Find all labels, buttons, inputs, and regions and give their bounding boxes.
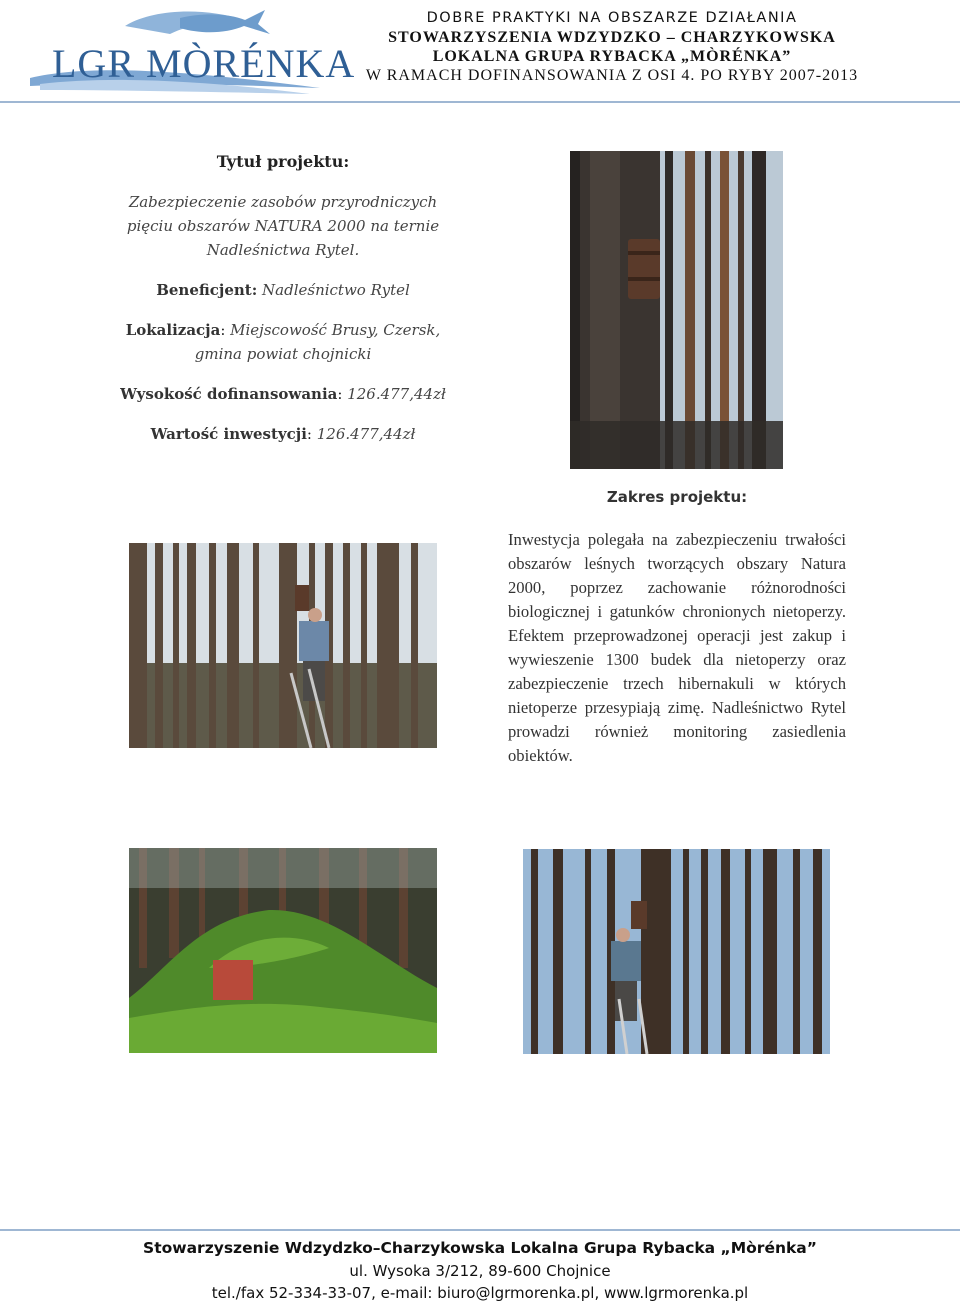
header-line-1: DOBRE PRAKTYKI NA OBSZARZE DZIAŁANIA [426,10,798,26]
footer-divider [0,1229,960,1231]
beneficiary-label: Beneficjent: [156,281,258,299]
footer-address: ul. Wysoka 3/212, 89-600 Chojnice [349,1262,611,1280]
footer-contact: tel./fax 52-334-33-07, e-mail: biuro@lgrmorenka.pl, www.lgrmorenka.pl [211,1284,749,1302]
beneficiary-row [108,278,458,302]
header-divider [0,101,960,103]
value-row: Wartość inwestycji: 126.477,44zł [150,425,416,443]
project-title: Zabezpieczenie zasobów przyrodniczych pięciu obszarów NATURA 2000 na ternie Nadleśnictwa Rytel. [126,193,440,259]
header-line-4: W RAMACH DOFINANSOWANIA Z OSI 4. PO RYBY 2007-2013 [365,67,859,84]
header-line-2: STOWARZYSZENIA WDZYDZKO – CHARZYKOWSKA [388,29,836,46]
beneficiary-value: Nadleśnictwo Rytel [262,281,410,299]
logo-text: LGR MÒRÉNKA [52,41,356,86]
scope-text: Inwestycja polegała na zabezpieczeniu trwałości obszarów leśnych tworzących obszary Natura 2000, poprzez zachowanie różnorodności biologicznej i gatunków chronionych nietoperzy. Efektem przeprowadzonej operacji jest zakup i wywieszenie 1300 budek dla nietoperzy oraz zabezpieczenie trzech hibernakuli w których nietoperze przesypiają zimę. Nadleśnictwo Rytel prowadzi również monitoring zasiedlenia obiektów. [508,530,846,765]
header-line-3: LOKALNA GRUPA RYBACKA „MÒRÉNKA” [432,48,792,65]
value-value: 126.477,44zł [316,425,416,443]
photo-bat-box-on-pine [570,151,783,469]
photo-mounting-bat-box [523,849,830,1054]
funding-row: Wysokość dofinansowania: 126.477,44zł [120,385,446,403]
lgr-morenka-logo [30,4,356,96]
funding-label: Wysokość dofinansowania [120,385,338,403]
page-header [0,0,960,104]
location-row: Lokalizacja: Miejscowość Brusy, Czersk, gmina powiat chojnicki [125,321,441,363]
footer-organization: Stowarzyszenie Wdzydzko–Charzykowska Lokalna Grupa Rybacka „Mòrénka” [143,1239,817,1257]
location-value: Miejscowość Brusy, Czersk, gmina powiat chojnicki [194,321,441,363]
project-title-label: Tytuł projektu: [216,152,350,171]
value-label: Wartość inwestycji [150,425,307,443]
funding-value: 126.477,44zł [347,385,446,403]
scope-label: Zakres projektu: [606,488,748,506]
photo-hibernaculum-mound [129,848,437,1053]
photo-man-on-ladder [129,543,437,748]
location-label: Lokalizacja [125,321,221,339]
